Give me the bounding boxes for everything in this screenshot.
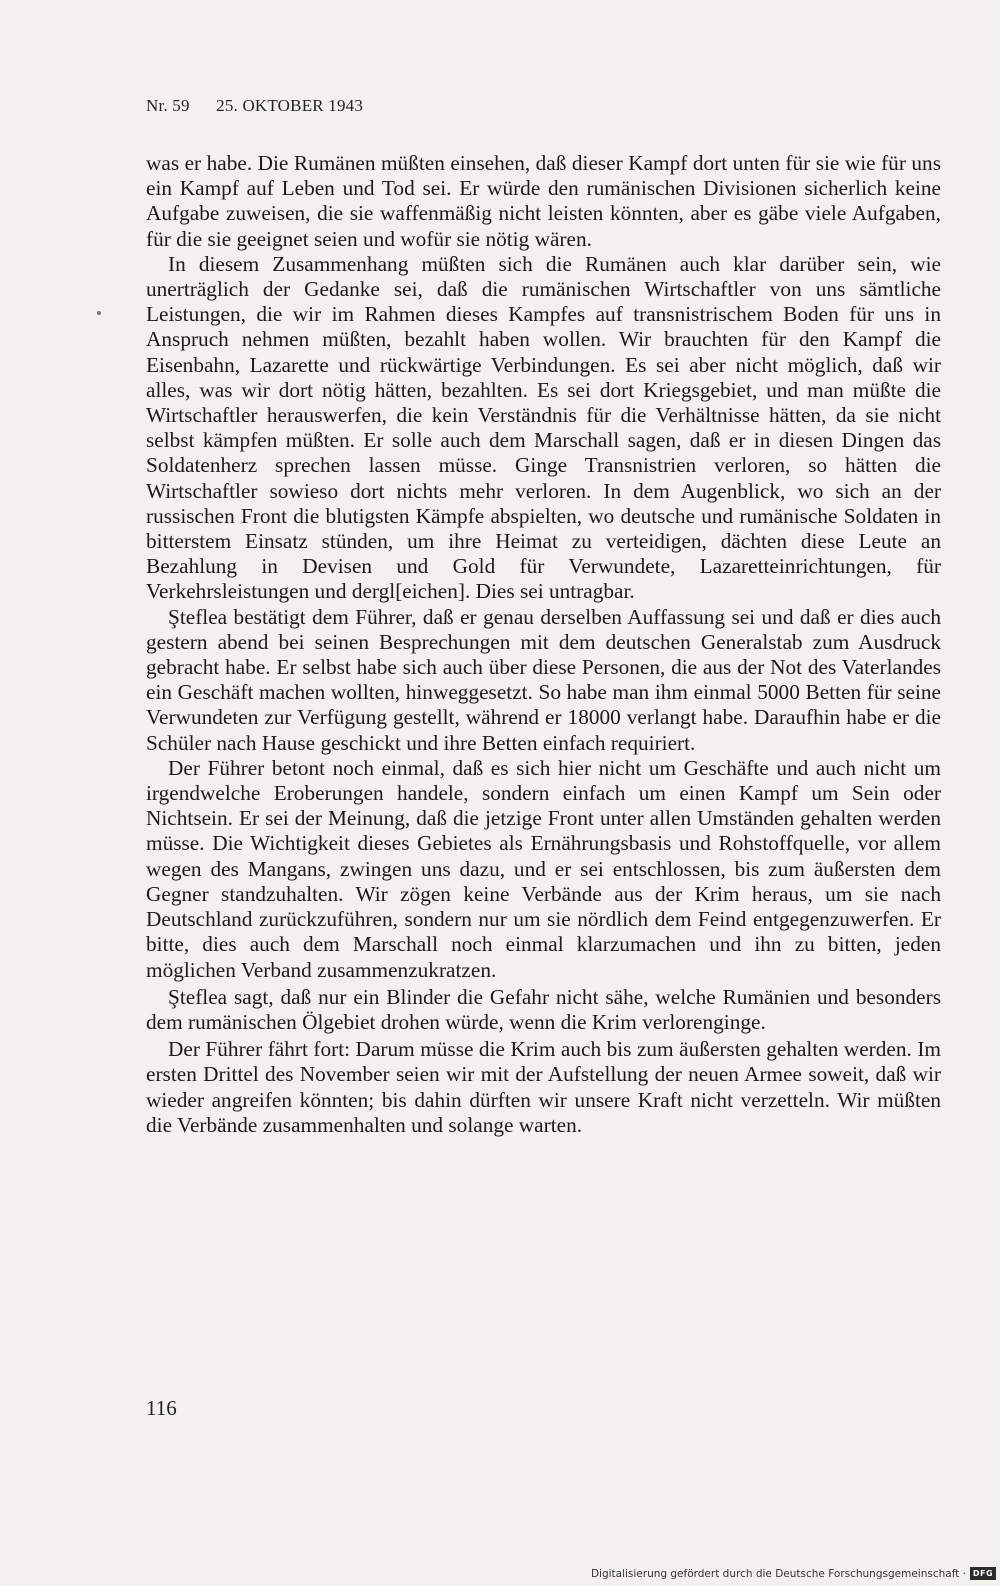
paragraph: Şteflea sagt, daß nur ein Blinder die Gefahr nicht sähe, welche Rumänien und besonders dem rumänischen Ölgebiet drohen würde, wenn die Krim verlorenginge. [146, 984, 941, 1034]
running-header [146, 96, 363, 116]
credit-text: Digitalisierung gefördert durch die Deutsche Forschungsgemeinschaft · [590, 1567, 966, 1580]
paragraph: was er habe. Die Rumänen müßten einsehen, daß dieser Kampf dort unten für sie wie für uns ein Kampf auf Leben und Tod sei. Er würde den rumänischen Divisionen sicherlich keine Aufgabe zuweisen, die sie waffenmäßig nicht leisten könnten, aber es gäbe viele Aufgaben, für die sie geeignet seien und wofür sie nötig wären. [146, 151, 941, 251]
margin-mark [97, 311, 101, 315]
paragraph: Der Führer fährt fort: Darum müsse die Krim auch bis zum äußersten gehalten werden. Im ersten Drittel des November seien wir mit der Aufstellung der neuen Armee soweit, daß wir wieder angreifen könnten; bis dahin dürften wir unsere Kraft nicht verzetteln. Wir müßten die Verbände zusammenhalten und solange warten. [146, 1037, 941, 1137]
dfg-logo-icon: DFG [970, 1567, 996, 1580]
digitization-credit [591, 1567, 996, 1580]
body-text [146, 151, 941, 1138]
document-number: Nr. 59 [146, 96, 190, 115]
paragraph: Şteflea bestätigt dem Führer, daß er genau derselben Auffassung sei und daß er dies auch gestern abend bei seinen Besprechungen mit dem deutschen Generalstab zum Ausdruck gebracht habe. Er selbst habe sich auch über diese Personen, die aus der Not des Vaterlandes ein Geschäft machen wollten, hinweggesetzt. So habe man ihm einmal 5000 Betten für seine Verwundeten zur Verfügung gestellt, während er 18000 verlangt habe. Daraufhin habe er die Schüler nach Hause geschickt und ihre Betten einfach requiriert. [146, 604, 941, 755]
page-number: 116 [146, 1396, 177, 1420]
paragraph: In diesem Zusammenhang müßten sich die Rumänen auch klar darüber sein, wie unerträglich der Gedanke sei, daß die rumänischen Wirtschaftler von uns sämtliche Leistungen, die wir im Rahmen dieses Kampfes auf transnistrischem Boden für uns in Anspruch nehmen müßten, bezahlt haben wollen. Wir brauchten für den Kampf die Eisenbahn, Lazarette und rückwärtige Verbindungen. Es sei aber nicht möglich, daß wir alles, was wir dort nötig hätten, bezahlten. Es sei dort Kriegsgebiet, und man müßte die Wirtschaftler herauswerfen, die kein Verständnis für die Verhältnisse hätten, da sie nicht selbst kämpfen müßten. Er solle auch dem Marschall sagen, daß er in diesen Dingen das Soldatenherz sprechen lassen müsse. Ginge Transnistrien verloren, so hätten die Wirtschaftler sowieso dort nichts mehr verloren. In dem Augenblick, wo sich an der russischen Front die blutigsten Kämpfe abspielten, wo deutsche und rumänische Soldaten in bitterstem Einsatz stünden, um ihre Heimat zu verteidigen, dächten diese Leute an Bezahlung in Devisen und Gold für Verwundete, Lazaretteinrichtungen, für Verkehrsleistungen und dergl[eichen]. Dies sei untragbar. [146, 251, 941, 604]
document-date: 25. OKTOBER 1943 [216, 96, 364, 115]
paragraph: Der Führer betont noch einmal, daß es sich hier nicht um Geschäfte und auch nicht um irgendwelche Eroberungen handele, sondern einfach um einen Kampf um Sein oder Nichtsein. Er sei der Meinung, daß die jetzige Front unter allen Umständen gehalten werden müsse. Die Wichtigkeit dieses Gebietes als Ernährungsbasis und Rohstoffquelle, vor allem wegen des Mangans, zwingen uns dazu, und er sei entschlossen, bis zum äußersten dem Gegner standzuhalten. Wir zögen keine Verbände aus der Krim heraus, um sie nach Deutschland zurückzuführen, sondern nur um sie nördlich dem Feind entgegenzuwerfen. Er bitte, dies auch dem Marschall noch einmal klarzumachen und ihn zu bitten, jeden möglichen Verband zusammenzukratzen. [146, 755, 941, 982]
